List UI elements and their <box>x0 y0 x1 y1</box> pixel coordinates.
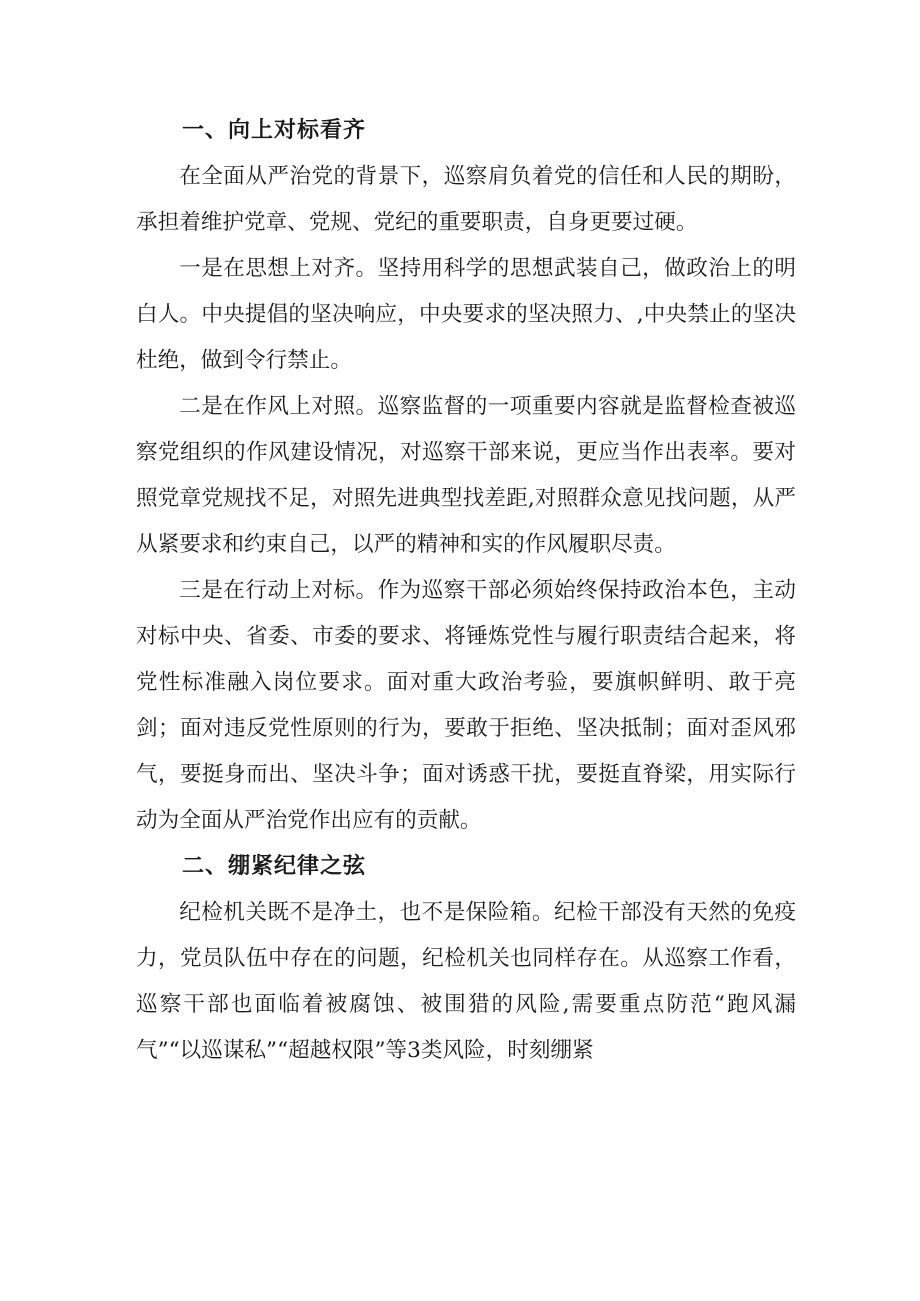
paragraph-2-1: 纪检机关既不是净土，也不是保险箱。纪检干部没有天然的免疫力，党员队伍中存在的问题，纪检机关也同样存在。从巡察工作看，巡察干部也面临着被腐蚀、被围猎的风险,需要重点防范“跑风漏气”“以巡谋私”“超越权限”等3类风险，时刻绷紧 <box>136 900 796 1063</box>
section-heading-2: 二、绷紧纪律之弦 <box>182 854 367 879</box>
paragraph-1-4: 三是在行动上对标。作为巡察干部必须始终保持政治本色，主动对标中央、省委、市委的要求、将锤炼党性与履行职责结合起来，将党性标准融入岗位要求。面对重大政治考验，要旗帜鲜明、敢于亮剑；面对违反党性原则的行为，要敢于拒绝、坚决抵制；面对歪风邪气，要挺身而出、坚决斗争；面对诱惑干扰，要挺直脊梁，用实际行动为全面从严治党作出应有的贡献。 <box>136 578 796 833</box>
paragraph-1-1: 在全面从严治党的背景下，巡察肩负着党的信任和人民的期盼，承担着维护党章、党规、党纪的重要职责，自身更要过硬。 <box>136 164 796 235</box>
paragraph-1-2: 一是在思想上对齐。坚持用科学的思想武装自己，做政治上的明白人。中央提倡的坚决响应，中央要求的坚决照力、,中央禁止的坚决杜绝，做到令行禁止。 <box>136 256 796 373</box>
section-heading-1: 一、向上对标看齐 <box>182 118 367 143</box>
document-page <box>136 108 796 1074</box>
paragraph-1-3: 二是在作风上对照。巡察监督的一项重要内容就是监督检查被巡察党组织的作风建设情况，对巡察干部来说，更应当作出表率。要对照党章党规找不足，对照先进典型找差距,对照群众意见找问题，从严从紧要求和约束自己，以严的精神和实的作风履职尽责。 <box>136 394 796 557</box>
